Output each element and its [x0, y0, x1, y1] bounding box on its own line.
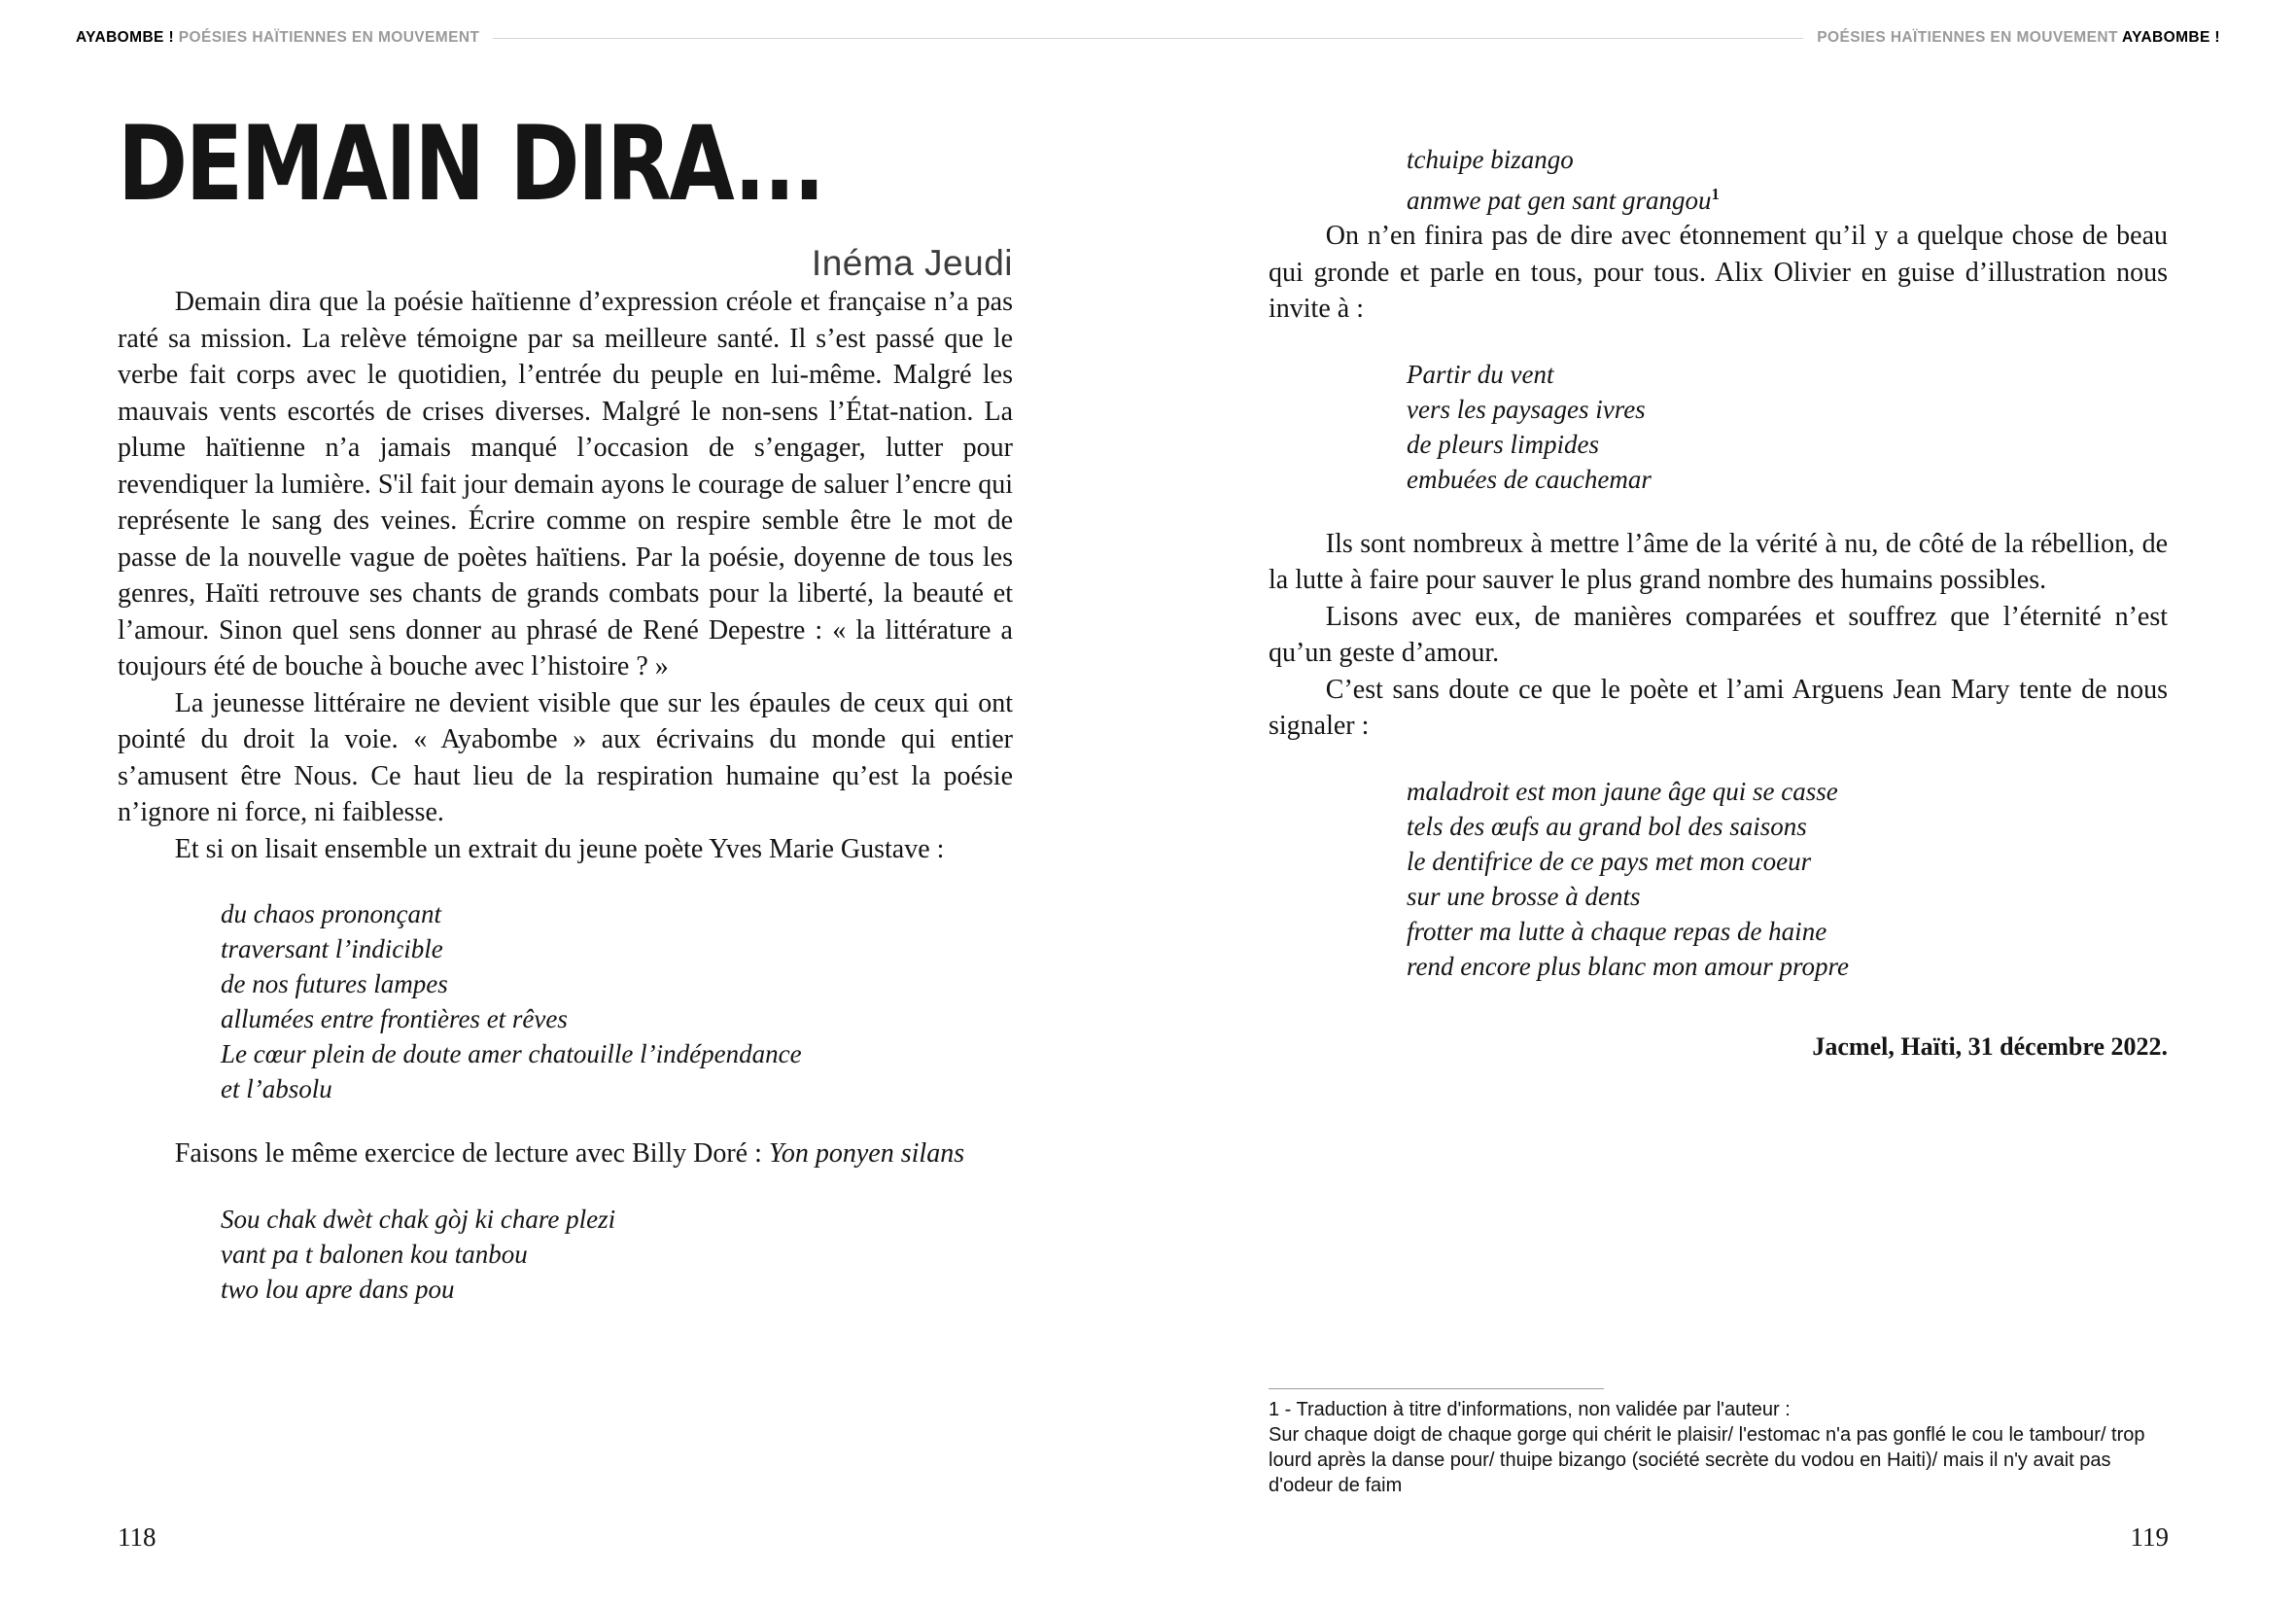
page-right: [1148, 0, 2296, 1607]
article-author: Inéma Jeudi: [811, 243, 1013, 283]
poem-line: Partir du vent: [1407, 359, 1554, 389]
poem-line: rend encore plus blanc mon amour propre: [1407, 951, 1849, 981]
poem-line: du chaos prononçant: [221, 899, 441, 928]
poem-line: vers les paysages ivres: [1407, 394, 1646, 424]
poem-line: de nos futures lampes: [221, 969, 448, 998]
page-number-right: 119: [2130, 1522, 2169, 1552]
paragraph-gustave-leadin: Et si on lisait ensemble un extrait du jeune poète Yves Marie Gustave :: [174, 833, 945, 864]
footnote-ref: 1: [1711, 185, 1720, 203]
poem-line: allumées entre frontières et rêves: [221, 1004, 568, 1033]
dateline: Jacmel, Haïti, 31 décembre 2022.: [1812, 1031, 2168, 1061]
running-head-left-title: POÉSIES HAÏTIENNES EN MOUVEMENT: [178, 29, 480, 46]
poem-line: tels des œufs au grand bol des saisons: [1407, 811, 1807, 841]
paragraph-alix-olivier: On n’en finira pas de dire avec étonnement qu’il y a quelque chose de beau qui gronde et parle en tous, pour tous. Alix Olivier en guise d’illustration nous invite à :: [1269, 221, 2168, 324]
page-right-content: [1269, 0, 2168, 1065]
poem-line: le dentifrice de ce pays met mon coeur: [1407, 846, 1812, 876]
poem-line: sur une brosse à dents: [1407, 881, 1641, 911]
poem-billy-dore: [221, 1202, 1013, 1307]
poem-line: frotter ma lutte à chaque repas de haine: [1407, 916, 1827, 946]
paragraph-arguens-leadin: C’est sans doute ce que le poète et l’ami Arguens Jean Mary tente de nous signaler :: [1269, 674, 2168, 741]
page-number-left: 118: [118, 1522, 157, 1552]
footnote: [1269, 1388, 2168, 1498]
article-title: DEMAIN DIRA...: [118, 104, 823, 224]
footnote-rule: [1269, 1388, 1604, 1389]
poem-yves-marie-gustave: [221, 896, 1013, 1106]
poem-line: tchuipe bizango: [1407, 145, 1574, 174]
paragraph-intro: Demain dira que la poésie haïtienne d’expression créole et française n’a pas raté sa mission. La relève témoigne par sa meilleure santé. Il s’est passé que le verbe fait corps avec le quotidien, l’entrée du peuple en lui-même. Malgré les mauvais vents escortés de crises diverses. Malgré le non-sens l’État-nation. La plume haïtienne n’a jamais manqué l’occasion de s’engager, lutter pour revendiquer la lumière. S'il fait jour demain ayons le courage de saluer l’encre qui représente le sang des veines. Écrire comme on respire semble être le mot de passe de la nouvelle vague de poètes haïtiens. Par la poésie, doyenne de tous les genres, Haïti retrouve ses chants de grands combats pour la liberté, la beauté et l’amour. Sinon quel sens donner au phrasé de René Depestre : « la littérature a toujours été de bouche à bouche avec l’histoire ? »: [118, 287, 1013, 681]
running-head-left-brand: AYABOMBE !: [76, 29, 175, 46]
poem-title-inline: Yon ponyen silans: [768, 1138, 965, 1169]
footnote-line-1: 1 - Traduction à titre d'informations, non validée par l'auteur :: [1269, 1399, 1791, 1420]
paragraph-lisons: Lisons avec eux, de manières comparées et souffrez que l’éternité n’est qu’un geste d’amour.: [1269, 601, 2168, 668]
paragraph-nombreux: Ils sont nombreux à mettre l’âme de la vérité à nu, de côté de la rébellion, de la lutte à faire pour sauver le plus grand nombre des humains possibles.: [1269, 528, 2168, 595]
poem-line: Sou chak dwèt chak gòj ki chare plezi: [221, 1204, 616, 1234]
running-head-right-title: POÉSIES HAÏTIENNES EN MOUVEMENT: [1817, 29, 2118, 46]
poem-line: Le cœur plein de doute amer chatouille l’indépendance: [221, 1039, 802, 1068]
poem-line: maladroit est mon jaune âge qui se casse: [1407, 776, 1838, 806]
paragraph-billy-dore-leadin: [118, 1135, 1013, 1172]
poem-line: [1407, 177, 2168, 218]
footnote-line-2: Sur chaque doigt de chaque gorge qui chérit le plaisir/ l'estomac n'a pas gonflé le cou le tambour/ trop lourd après la danse pour/ thuipe bizango (société secrète du vodou en Haiti)/ mais il n'y avait pas d'odeur de faim: [1269, 1424, 2145, 1496]
poem-billy-dore-continued: [1407, 142, 2168, 218]
page-left-content: [118, 0, 1013, 1336]
poem-line-text: anmwe pat gen sant grangou: [1407, 186, 1712, 215]
article-body-left: [118, 284, 1013, 1307]
poem-line: embuées de cauchemar: [1407, 464, 1652, 494]
poem-line: de pleurs limpides: [1407, 429, 1599, 459]
running-head-right-brand: AYABOMBE !: [2121, 29, 2220, 46]
poem-alix-olivier: [1407, 357, 2168, 497]
poem-line: et l’absolu: [221, 1074, 332, 1103]
paragraph-jeunesse: La jeunesse littéraire ne devient visible que sur les épaules de ceux qui ont pointé du droit la voie. « Ayabombe » aux écrivains du monde qui entier s’amusent être Nous. Ce haut lieu de la respiration humaine qu’est la poésie n’ignore ni force, ni faiblesse.: [118, 687, 1013, 827]
poem-line: vant pa t balonen kou tanbou: [221, 1239, 528, 1269]
poem-line: two lou apre dans pou: [221, 1274, 455, 1304]
poem-arguens-jean-mary: [1407, 774, 2168, 984]
poem-line: traversant l’indicible: [221, 934, 443, 963]
leadin-text: Faisons le même exercice de lecture avec Billy Doré :: [174, 1138, 769, 1169]
